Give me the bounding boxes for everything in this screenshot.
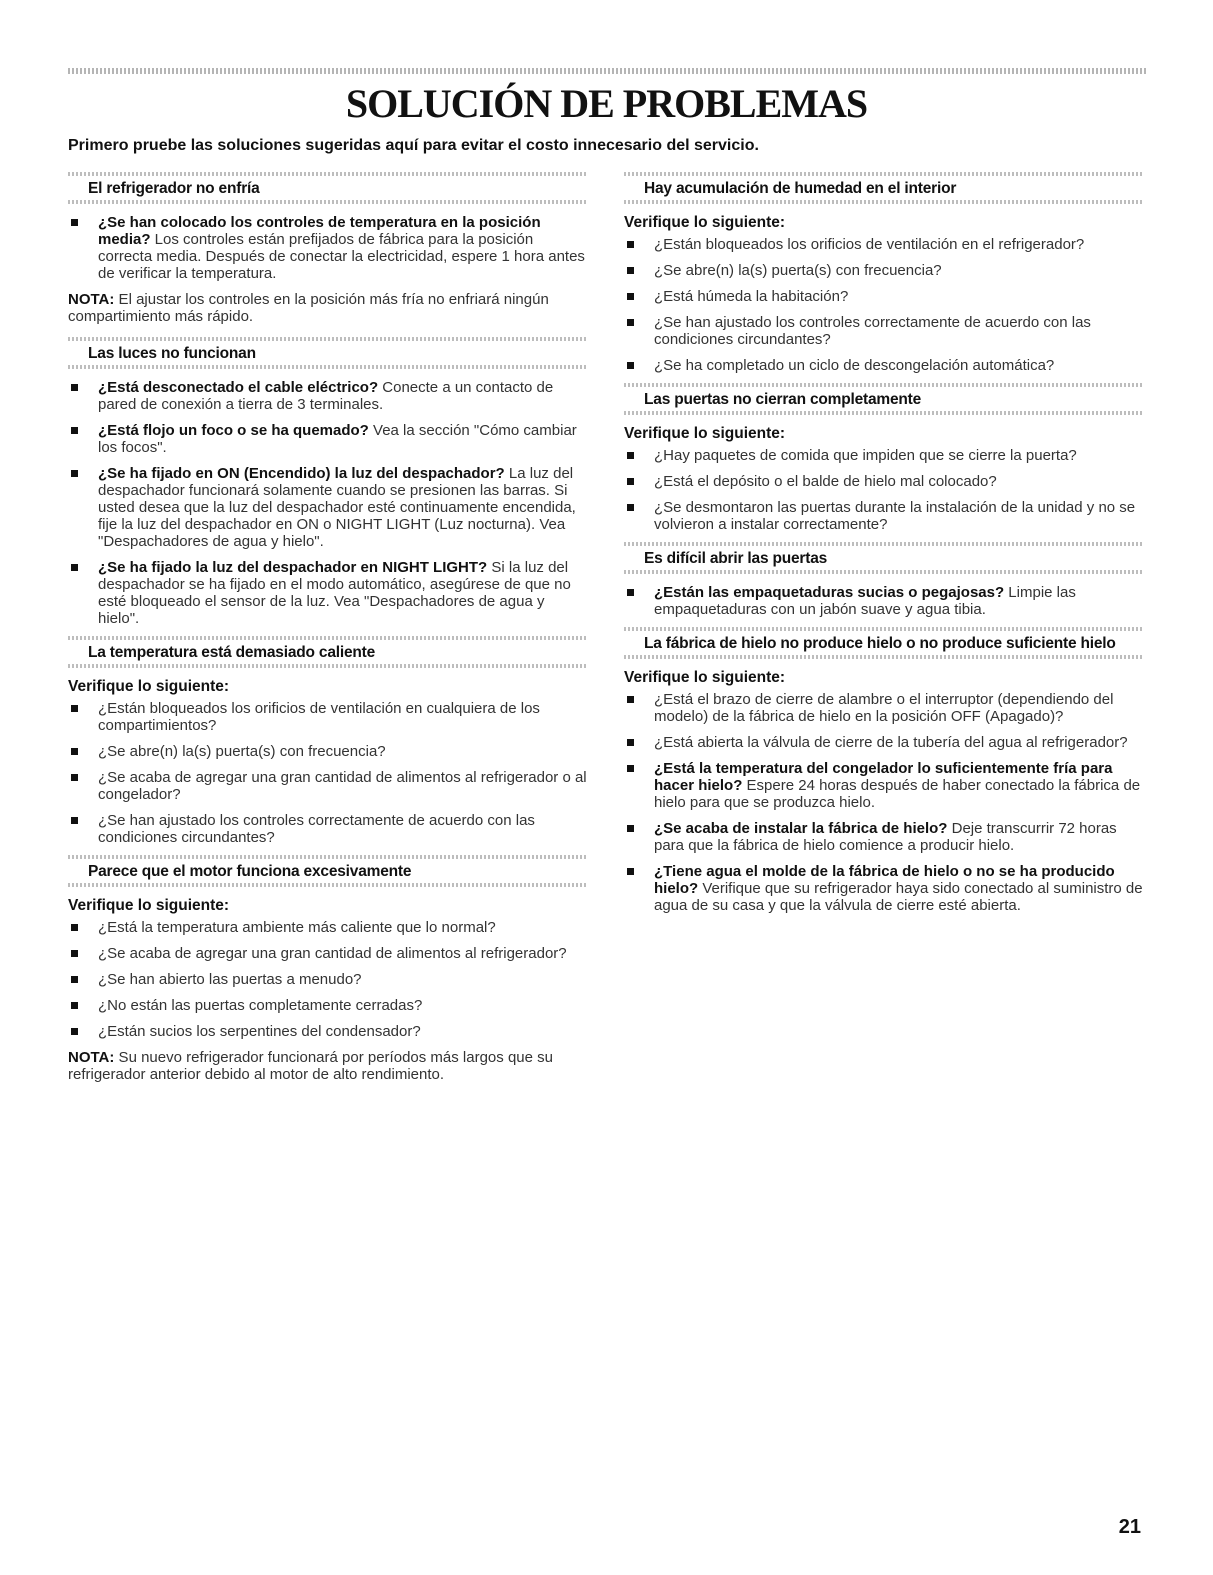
section-no-enfria	[68, 172, 588, 325]
item-list	[68, 919, 588, 1040]
section-title: La fábrica de hielo no produce hielo o no produce suficiente hielo	[644, 635, 1116, 652]
section-title: Parece que el motor funciona excesivamente	[88, 863, 412, 880]
section-header	[68, 636, 588, 668]
list-item	[68, 214, 588, 282]
page-number: 21	[1118, 1516, 1141, 1538]
note	[68, 291, 588, 325]
list-item: ¿Están sucios los serpentines del condensador?	[68, 1023, 588, 1040]
item-list	[624, 584, 1144, 618]
section-luces	[68, 337, 588, 627]
list-item	[68, 559, 588, 627]
item-list	[68, 214, 588, 282]
item-question: ¿Se acaba de instalar la fábrica de hielo?	[654, 820, 948, 837]
section-title: Las puertas no cierran completamente	[644, 391, 922, 408]
section-temperatura	[68, 636, 588, 846]
section-header	[68, 337, 588, 369]
item-question: ¿Está desconectado el cable eléctrico?	[98, 379, 379, 396]
item-list	[68, 379, 588, 627]
list-item	[68, 379, 588, 413]
list-item	[624, 863, 1144, 914]
list-item: ¿Están bloqueados los orificios de ventilación en el refrigerador?	[624, 236, 1144, 253]
list-item: ¿Se acaba de agregar una gran cantidad de alimentos al refrigerador o al congelador?	[68, 769, 588, 803]
section-lead: Verifique lo siguiente:	[624, 214, 786, 231]
note-label: NOTA:	[68, 1049, 115, 1066]
section-header	[624, 627, 1144, 659]
section-lead: Verifique lo siguiente:	[68, 678, 230, 695]
section-lead: Verifique lo siguiente:	[624, 425, 786, 442]
item-question: ¿Se ha fijado la luz del despachador en NIGHT LIGHT?	[98, 559, 488, 576]
list-item: ¿Se ha completado un ciclo de descongelación automática?	[624, 357, 1144, 374]
list-item: ¿No están las puertas completamente cerradas?	[68, 997, 588, 1014]
list-item: ¿Se han ajustado los controles correctamente de acuerdo con las condiciones circundantes?	[68, 812, 588, 846]
section-title: Hay acumulación de humedad en el interior	[644, 180, 957, 197]
section-header	[624, 383, 1144, 415]
list-item	[624, 820, 1144, 854]
right-column	[624, 172, 1144, 923]
item-list	[624, 447, 1144, 533]
item-list	[624, 236, 1144, 374]
section-lead: Verifique lo siguiente:	[68, 897, 230, 914]
item-answer: Conecte a un contacto de pared de conexión a tierra de 3 terminales.	[98, 379, 554, 413]
list-item: ¿Está la temperatura ambiente más caliente que lo normal?	[68, 919, 588, 936]
section-title: El refrigerador no enfría	[88, 180, 260, 197]
item-list	[68, 700, 588, 846]
page-subtitle: Primero pruebe las soluciones sugeridas aquí para evitar el costo innecesario del servicio.	[68, 137, 759, 154]
section-header	[624, 542, 1144, 574]
list-item: ¿Se abre(n) la(s) puerta(s) con frecuencia?	[624, 262, 1144, 279]
item-answer: Vea la sección "Cómo cambiar los focos".	[98, 422, 577, 456]
note-text: El ajustar los controles en la posición más fría no enfriará ningún compartimiento más rápido.	[68, 291, 549, 325]
list-item: ¿Se abre(n) la(s) puerta(s) con frecuencia?	[68, 743, 588, 760]
top-decorative-rule	[68, 68, 1148, 74]
note	[68, 1049, 588, 1083]
page-title: SOLUCIÓN DE PROBLEMAS	[345, 81, 868, 126]
list-item: ¿Hay paquetes de comida que impiden que se cierre la puerta?	[624, 447, 1144, 464]
section-title: Es difícil abrir las puertas	[644, 550, 828, 567]
note-label: NOTA:	[68, 291, 115, 308]
list-item	[624, 584, 1144, 618]
list-item: ¿Se desmontaron las puertas durante la instalación de la unidad y no se volvieron a instalar correctamente?	[624, 499, 1144, 533]
list-item: ¿Está el depósito o el balde de hielo mal colocado?	[624, 473, 1144, 490]
item-question: ¿Se ha fijado en ON (Encendido) la luz del despachador?	[98, 465, 505, 482]
list-item: ¿Están bloqueados los orificios de ventilación en cualquiera de los compartimientos?	[68, 700, 588, 734]
item-answer: La luz del despachador funcionará solamente cuando se presionen las barras. Si usted desea que la luz del despachador esté continuamente encendida, fije la luz del despachador en ON o NIGHT LIGHT (Luz nocturna). Vea "Despachadores de agua y hielo".	[98, 465, 576, 550]
list-item	[624, 760, 1144, 811]
section-abrir	[624, 542, 1144, 618]
item-question: ¿Tiene agua el molde de la fábrica de hielo o no se ha producido hielo?	[654, 863, 1115, 897]
item-question: ¿Están las empaquetaduras sucias o pegajosas?	[654, 584, 1005, 601]
left-column	[68, 172, 588, 1095]
item-answer: Si la luz del despachador se ha fijado en el modo automático, asegúrese de que no esté bloqueado el sensor de la luz. Vea "Despachadores de agua y hielo".	[98, 559, 571, 627]
section-header	[68, 855, 588, 887]
item-question: ¿Se han colocado los controles de temperatura en la posición media?	[98, 214, 541, 248]
section-title: Las luces no funcionan	[88, 345, 256, 362]
item-answer: Deje transcurrir 72 horas para que la fábrica de hielo comience a producir hielo.	[654, 820, 1117, 854]
item-answer: Espere 24 horas después de haber conectado la fábrica de hielo para que se produzca hielo.	[654, 777, 1141, 811]
note-text: Su nuevo refrigerador funcionará por períodos más largos que su refrigerador anterior debido al motor de alto rendimiento.	[68, 1049, 553, 1083]
item-question: ¿Está flojo un foco o se ha quemado?	[98, 422, 369, 439]
section-header	[624, 172, 1144, 204]
section-lead: Verifique lo siguiente:	[624, 669, 786, 686]
section-title: La temperatura está demasiado caliente	[88, 644, 376, 661]
list-item: ¿Se han ajustado los controles correctamente de acuerdo con las condiciones circundantes?	[624, 314, 1144, 348]
section-puertas	[624, 383, 1144, 533]
list-item: ¿Está húmeda la habitación?	[624, 288, 1144, 305]
list-item: ¿Se han abierto las puertas a menudo?	[68, 971, 588, 988]
item-answer: Los controles están prefijados de fábrica para la posición correcta media. Después de conectar la electricidad, espere 1 hora antes de verificar la temperatura.	[98, 231, 585, 282]
list-item	[68, 422, 588, 456]
item-answer: Verifique que su refrigerador haya sido conectado al suministro de agua de su casa y que la válvula de cierre esté abierta.	[654, 880, 1143, 914]
item-answer: Limpie las empaquetaduras con un jabón suave y agua tibia.	[654, 584, 1076, 618]
section-motor	[68, 855, 588, 1083]
section-humedad	[624, 172, 1144, 374]
section-header	[68, 172, 588, 204]
item-question: ¿Está la temperatura del congelador lo suficientemente fría para hacer hielo?	[654, 760, 1113, 794]
list-item: ¿Está abierta la válvula de cierre de la tubería del agua al refrigerador?	[624, 734, 1144, 751]
list-item: ¿Se acaba de agregar una gran cantidad de alimentos al refrigerador?	[68, 945, 588, 962]
list-item	[68, 465, 588, 550]
item-list	[624, 691, 1144, 914]
list-item: ¿Está el brazo de cierre de alambre o el interruptor (dependiendo del modelo) de la fábrica de hielo en la posición OFF (Apagado)?	[624, 691, 1144, 725]
section-hielo	[624, 627, 1144, 914]
